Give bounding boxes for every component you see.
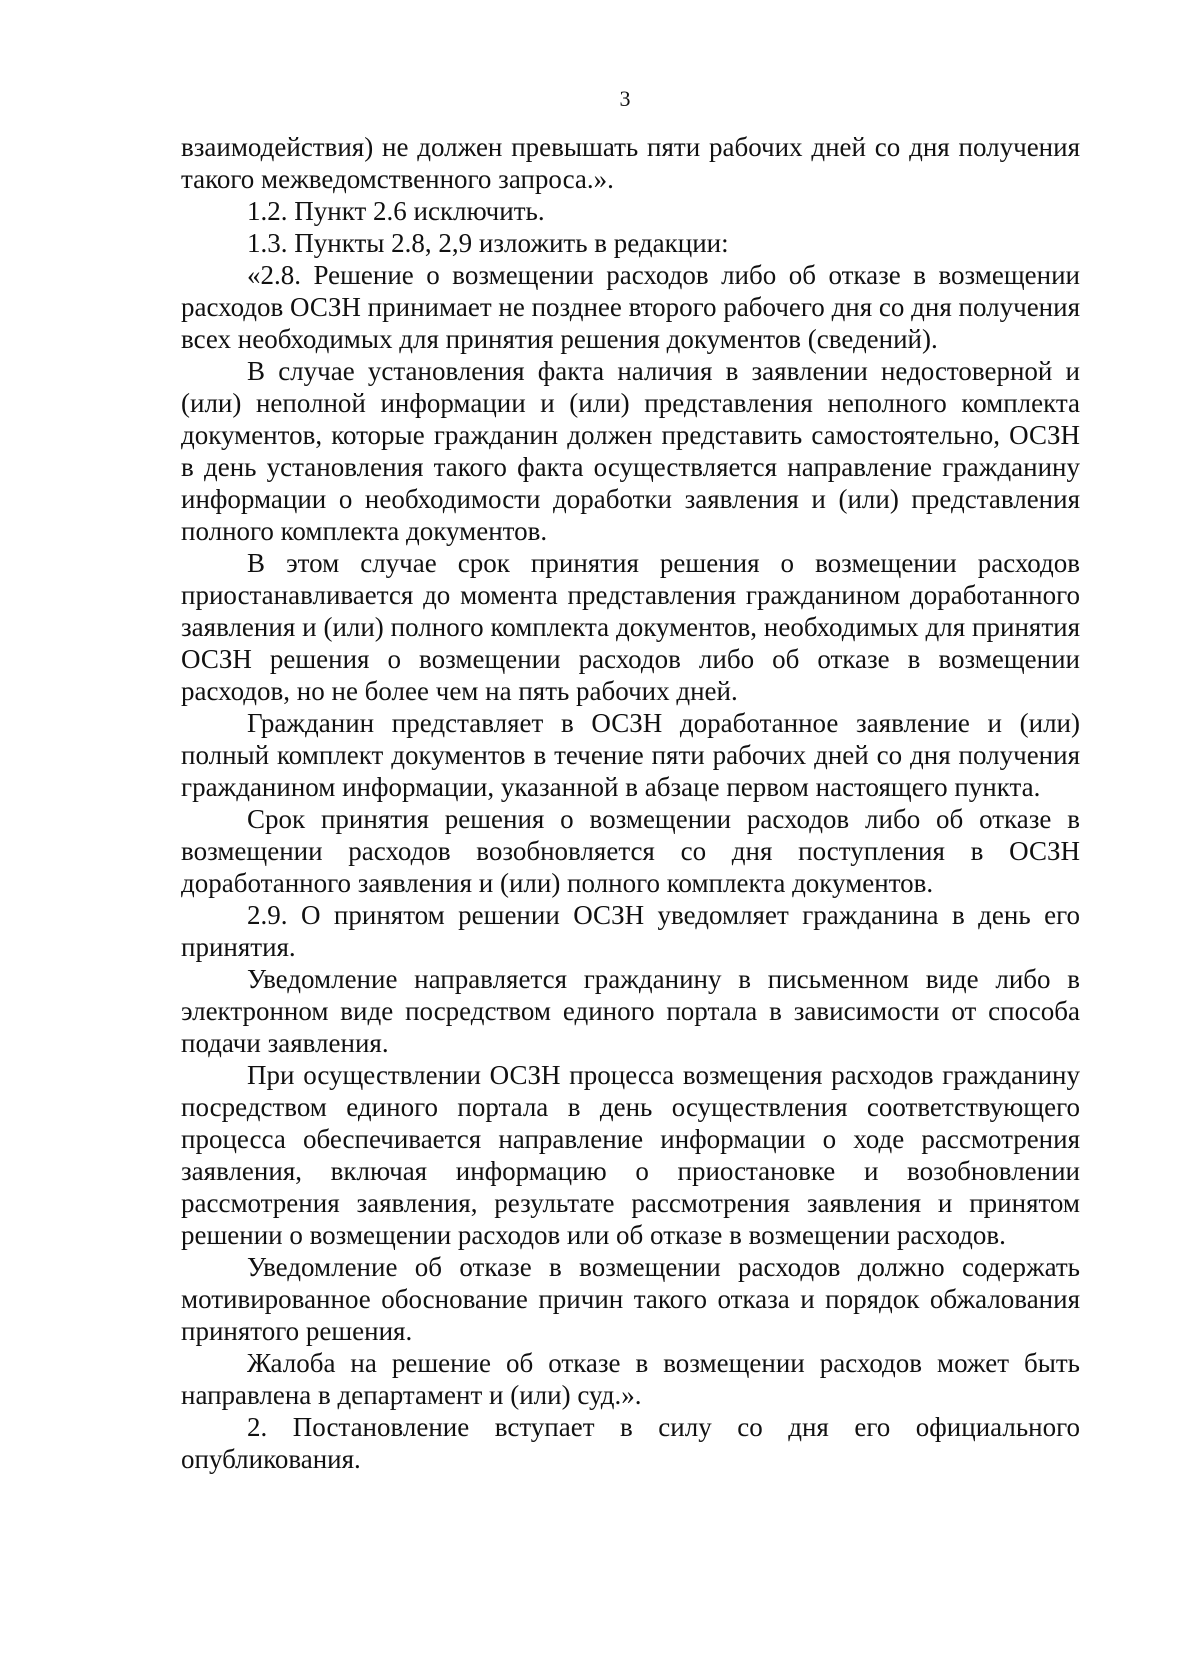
paragraph-item-1-2: 1.2. Пункт 2.6 исключить. [247,196,545,226]
paragraph-item-1-3: 1.3. Пункты 2.8, 2,9 изложить в редакции: [247,228,729,258]
paragraph-portal-process: При осуществлении ОСЗН процесса возмещения расходов гражданину посредством единого портала в день осуществления соответствующего процесса обеспечивается направление информации о ходе рассмотрения заявления, включая информацию о приостановке и возобновлении рассмотрения заявления, результате рассмотрения заявления и принятом решении о возмещении расходов или об отказе в возмещении расходов. [181,1060,1080,1250]
paragraph-notification-form: Уведомление направляется гражданину в письменном виде либо в электронном виде посредством единого портала в зависимости от способа подачи заявления. [181,964,1080,1058]
document-body [181,131,1080,1475]
paragraph-item-2-9: 2.9. О принятом решении ОСЗН уведомляет гражданина в день его принятия. [181,900,1080,962]
paragraph-refusal-notice: Уведомление об отказе в возмещении расходов должно содержать мотивированное обоснование причин такого отказа и порядок обжалования принятого решения. [181,1252,1080,1346]
paragraph-suspension: В этом случае срок принятия решения о возмещении расходов приостанавливается до момента представления гражданином доработанного заявления и (или) полного комплекта документов, необходимых для принятия ОСЗН решения о возмещении расходов либо об отказе в возмещении расходов, но не более чем на пять рабочих дней. [181,548,1080,706]
paragraph-item-2-effect: 2. Постановление вступает в силу со дня его официального опубликования. [181,1412,1080,1474]
paragraph-complaint: Жалоба на решение об отказе в возмещении расходов может быть направлена в департамент и (или) суд.». [181,1348,1080,1410]
paragraph-resumption: Срок принятия решения о возмещении расходов либо об отказе в возмещении расходов возобновляется со дня поступления в ОСЗН доработанного заявления и (или) полного комплекта документов. [181,804,1080,898]
paragraph-incomplete-info: В случае установления факта наличия в заявлении недостоверной и (или) неполной информации и (или) представления неполного комплекта документов, которые гражданин должен представить самостоятельно, ОСЗН в день установления такого факта осуществляется направление гражданину информации о необходимости доработки заявления и (или) представления полного комплекта документов. [181,356,1080,546]
page-number: 3 [619,86,631,111]
paragraph-item-2-8: «2.8. Решение о возмещении расходов либо об отказе в возмещении расходов ОСЗН принимает не позднее второго рабочего дня со дня получения всех необходимых для принятия решения документов (сведений). [181,260,1080,354]
paragraph-citizen-submits: Гражданин представляет в ОСЗН доработанное заявление и (или) полный комплект документов в течение пяти рабочих дней со дня получения гражданином информации, указанной в абзаце первом настоящего пункта. [181,708,1080,802]
paragraph-continuation: взаимодействия) не должен превышать пяти рабочих дней со дня получения такого межведомственного запроса.». [181,132,1080,194]
